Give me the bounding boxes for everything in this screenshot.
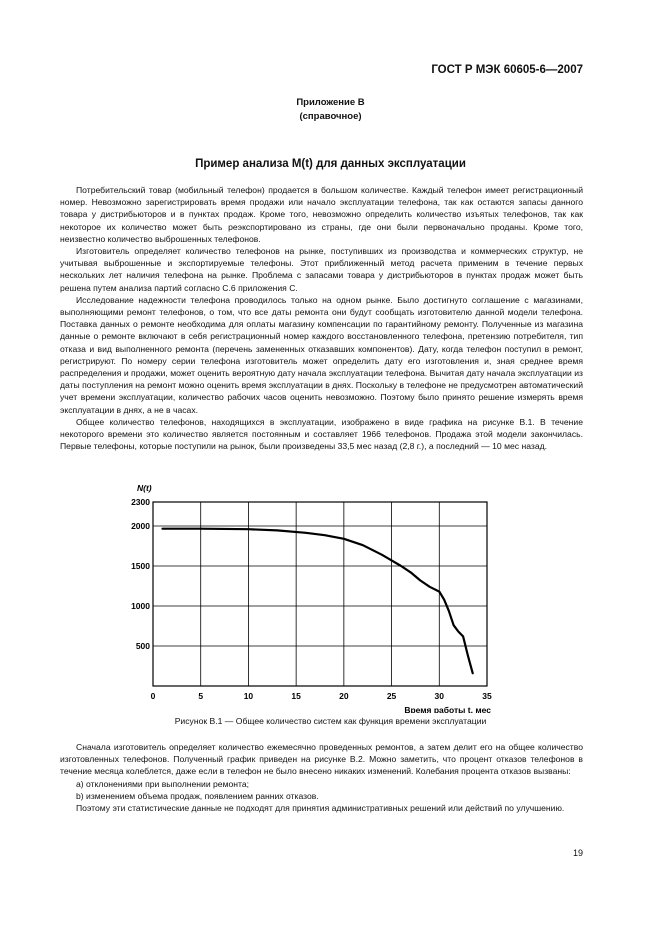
paragraph: Исследование надежности телефона проводилось только на одном рынке. Было достигнуто соглашение с магазинами, выполняющими ремонт телефонов, о том, что все даты ремонта они будут сообщать изготовителю данной модели телефона. Поставка данных о ремонте необходима для оплаты магазину компенсации по гарантийному ремонту. Полученные из магазина данные о ремонте включают в себя регистрационный номер каждого восстановленного телефона, претензию потребителя, тип отказа и вид выполненного ремонта (перечень замененных отказавших компонентов). Дату, когда телефон поступил в ремонт, регистрируют. По номеру серии телефона изготовитель может определить дату его изготовления и, зная среднее время распределения и продажи, может оценить вероятную дату начала эксплуатации телефона. Вычитая дату начала эксплуатации из даты поступления на ремонт можно оценить время эксплуатации в днях. Поскольку в телефоне не предусмотрен автоматический учет времени эксплуатации, количество рабочих часов оценить невозможно. Поэтому было принято решение измерять время эксплуатации в днях, а не в часах. (60, 294, 583, 415)
y-tick-label: 500 (135, 641, 150, 651)
paragraph: Общее количество телефонов, находящихся в эксплуатации, изображено в виде графика на рисунке В.1. В течение некоторого времени это количество является постоянным и составляет 1966 телефонов. Продажа этой модели закончилась. Первые телефоны, которые поступили на рынок, были произведены 33,5 мес назад (2,8 г.), а последний — 10 мес назад. (60, 416, 583, 452)
x-tick-label: 20 (339, 691, 349, 701)
x-tick-label: 10 (243, 691, 254, 701)
y-tick-label: 2300 (131, 497, 150, 507)
figure-caption: Рисунок В.1 — Общее количество систем как функция времени эксплуатации (174, 716, 487, 726)
annex-heading (0, 96, 661, 124)
y-axis-label: N(t) (137, 483, 152, 493)
series-line-nt (163, 529, 473, 674)
page-number: 19 (572, 848, 583, 858)
x-tick-label: 35 (482, 691, 492, 701)
paragraph: Сначала изготовитель определяет количество ежемесячно проведенных ремонтов, а затем делит его на общее количество изготовленных телефонов. Полученный график приведен на рисунке В.2. Можно заметить, что процент отказов телефонов в течение месяца колеблется, даже если в телефон не было внесено никаких изменений. Колебания процента отказов вызваны: (60, 742, 583, 777)
y-tick-label: 2000 (131, 521, 150, 531)
x-tick-label: 15 (291, 691, 301, 701)
annex-subtitle: (справочное) (299, 111, 362, 122)
x-axis-label: Время работы t, мес (404, 705, 491, 713)
document-header: ГОСТ Р МЭК 60605-6—2007 (431, 64, 583, 76)
x-tick-label: 25 (386, 691, 397, 701)
body-text-top (60, 184, 583, 452)
figure-b1-chart (125, 478, 525, 718)
body-text-bottom (60, 741, 583, 814)
x-tick-label: 0 (150, 691, 156, 701)
paragraph: Изготовитель определяет количество телефонов на рынке, поступивших из производства и коммерческих структур, не учитывая выброшенные и экспортируемые телефоны. Этот приближенный метод расчета применим в течение первых нескольких лет наличия телефона на рынке. Проблема с запасами товара у дистрибьюторов в пунктах продаж может быть решена путем анализа партий согласно С.6 приложения С. (60, 246, 583, 293)
annex-title: Приложение В (296, 97, 365, 108)
paragraph: Поэтому эти статистические данные не подходят для принятия административных решений или действий по улучшению. (76, 803, 565, 814)
paragraph: Потребительский товар (мобильный телефон) продается в большом количестве. Каждый телефон имеет регистрационный номер. Невозможно зарегистрировать время продажи или начало эксплуатации телефона, так как остаются запасы данного товара у дистрибьюторов и в пунктах продаж. Кроме того, невозможно определить количество изъятых телефонов, так как некоторое их количество может быть реэкспортировано из страны, где они были первоначально проданы. Кроме того, неизвестно количество выброшенных телефонов. (60, 185, 583, 244)
chart-svg (125, 478, 525, 713)
section-title: Пример анализа M(t) для данных эксплуатации (195, 158, 466, 170)
list-item: b) изменением объема продаж, появлением ранних отказов. (76, 790, 319, 801)
x-tick-label: 30 (434, 691, 445, 701)
y-tick-label: 1500 (131, 561, 150, 571)
list-item: а) отклонениями при выполнении ремонта; (76, 778, 250, 789)
x-tick-label: 5 (198, 691, 204, 701)
y-tick-label: 1000 (131, 601, 150, 611)
